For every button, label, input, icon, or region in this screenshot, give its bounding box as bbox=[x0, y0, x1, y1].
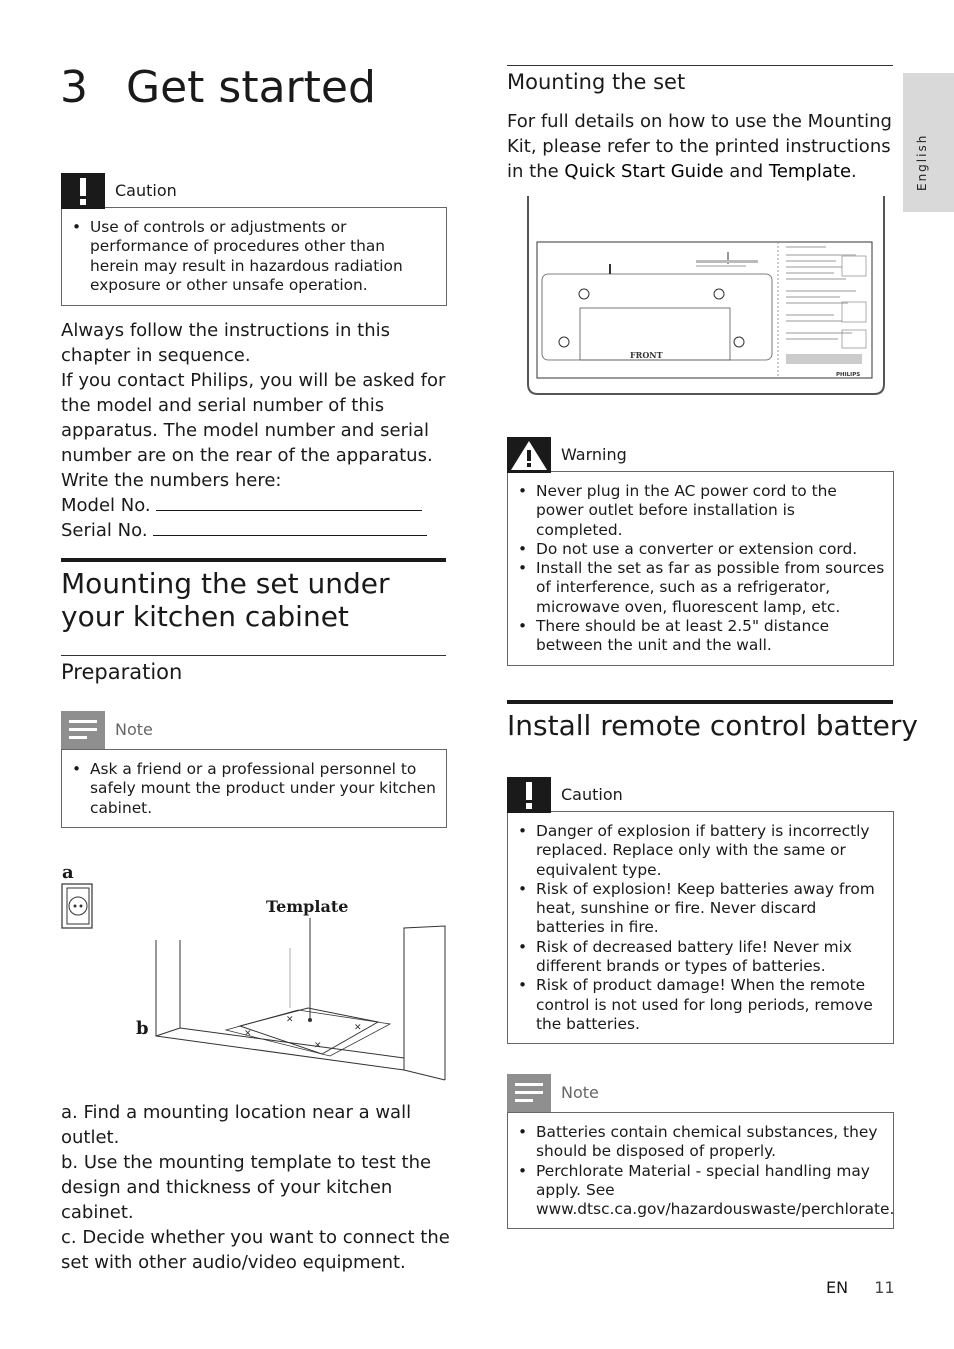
list-item: • Install the set as far as possible from sources of interference, such as a refrigerator, microwave oven, fluorescent lamp, etc. bbox=[536, 559, 885, 617]
front-label: FRONT bbox=[630, 350, 663, 360]
section-title-mounting: Mounting the set under your kitchen cabinet bbox=[61, 567, 390, 633]
note-body bbox=[61, 749, 447, 828]
language-tab bbox=[903, 73, 954, 212]
subsection-title-mounting-set: Mounting the set bbox=[507, 70, 686, 94]
list-item: • Batteries contain chemical substances, they should be disposed of properly. bbox=[536, 1123, 885, 1162]
list-item: • Ask a friend or a professional personnel to safely mount the product under your kitchen cabinet. bbox=[90, 760, 438, 818]
note-icon bbox=[507, 1074, 551, 1112]
warning-triangle-icon bbox=[507, 437, 551, 473]
section-title-battery: Install remote control battery bbox=[507, 709, 918, 742]
note-title: Note bbox=[561, 1083, 599, 1102]
language-tab-label: English bbox=[915, 133, 929, 191]
note-icon bbox=[61, 711, 105, 749]
serial-blank[interactable] bbox=[153, 521, 427, 536]
caution-body bbox=[507, 811, 894, 1044]
philips-logo: PHILIPS bbox=[836, 372, 861, 378]
chapter-title bbox=[60, 62, 376, 113]
caution-body bbox=[61, 207, 447, 306]
model-number-row bbox=[61, 493, 451, 518]
cabinet-template-illustration bbox=[58, 858, 450, 1088]
figure-label-b: b bbox=[136, 1018, 149, 1039]
intro-line-2: If you contact Philips, you will be asked for the model and serial number of this apparatus. The model number and serial number are on the rear of the apparatus. Write the numbers here: bbox=[61, 370, 446, 491]
serial-number-row bbox=[61, 518, 451, 543]
svg-text:✕: ✕ bbox=[286, 1015, 294, 1025]
list-item: • Risk of explosion! Keep batteries away from heat, sunshine or fire. Never discard batteries in fire. bbox=[536, 880, 885, 938]
quick-start-guide-ref: Quick Start Guide bbox=[564, 161, 724, 182]
template-ref: Template bbox=[768, 161, 852, 182]
list-item: • Risk of product damage! When the remote control is not used for long periods, remove the batteries. bbox=[536, 976, 885, 1034]
mounting-text-mid: and bbox=[723, 161, 769, 182]
footer-language: EN bbox=[826, 1278, 849, 1297]
intro-text bbox=[61, 318, 451, 543]
svg-text:✕: ✕ bbox=[354, 1023, 362, 1033]
section-rule bbox=[61, 558, 446, 562]
preparation-steps bbox=[61, 1100, 453, 1275]
page-footer bbox=[826, 1278, 895, 1297]
chapter-number: 3 bbox=[60, 62, 88, 113]
list-item: • Never plug in the AC power cord to the power outlet before installation is completed. bbox=[536, 482, 885, 540]
page-number: 11 bbox=[874, 1278, 895, 1297]
caution-box bbox=[61, 173, 447, 306]
note-body bbox=[507, 1112, 894, 1229]
mounting-text-end: . bbox=[851, 161, 857, 182]
svg-text:✕: ✕ bbox=[244, 1029, 252, 1039]
caution-box bbox=[507, 777, 894, 1044]
template-label: Template bbox=[266, 897, 349, 916]
warning-body bbox=[507, 471, 894, 666]
caution-title: Caution bbox=[115, 181, 177, 200]
section-rule bbox=[507, 700, 893, 704]
list-item: • There should be at least 2.5" distance between the unit and the wall. bbox=[536, 617, 885, 656]
warning-title: Warning bbox=[561, 445, 627, 464]
model-label: Model No. bbox=[61, 495, 151, 516]
warning-box bbox=[507, 437, 894, 666]
mounting-text-start: For full details on how to use the Mounting Kit, please refer to the printed instructions in the bbox=[507, 111, 892, 182]
caution-title: Caution bbox=[561, 785, 623, 804]
list-item: • Perchlorate Material - special handling may apply. See www.dtsc.ca.gov/hazardouswaste/perchlorate. bbox=[536, 1162, 885, 1220]
chapter-title-text: Get started bbox=[126, 62, 376, 113]
mounting-template-illustration bbox=[524, 194, 888, 396]
note-box bbox=[61, 711, 447, 828]
svg-text:✕: ✕ bbox=[314, 1041, 322, 1051]
figure-label-a: a bbox=[62, 862, 74, 883]
list-item: • Do not use a converter or extension cord. bbox=[536, 540, 885, 559]
note-box bbox=[507, 1074, 894, 1229]
step-a: a. Find a mounting location near a wall outlet. bbox=[61, 1102, 412, 1148]
model-blank[interactable] bbox=[156, 496, 422, 511]
subsection-rule bbox=[507, 65, 893, 66]
mounting-set-text bbox=[507, 109, 893, 184]
note-title: Note bbox=[115, 720, 153, 739]
list-item: • Risk of decreased battery life! Never mix different brands or types of batteries. bbox=[536, 938, 885, 977]
exclamation-icon bbox=[61, 173, 105, 209]
subsection-rule bbox=[61, 655, 446, 656]
wall-outlet-icon bbox=[62, 884, 92, 928]
step-b: b. Use the mounting template to test the design and thickness of your kitchen cabinet. bbox=[61, 1152, 432, 1223]
list-item: • Danger of explosion if battery is incorrectly replaced. Replace only with the same or equivalent type. bbox=[536, 822, 885, 880]
serial-label: Serial No. bbox=[61, 520, 148, 541]
list-item: • Use of controls or adjustments or performance of procedures other than herein may result in hazardous radiation exposure or other unsafe operation. bbox=[90, 218, 438, 295]
step-c: c. Decide whether you want to connect the set with other audio/video equipment. bbox=[61, 1227, 450, 1273]
exclamation-icon bbox=[507, 777, 551, 813]
subsection-title-preparation: Preparation bbox=[61, 660, 183, 684]
intro-line-1: Always follow the instructions in this chapter in sequence. bbox=[61, 320, 390, 366]
